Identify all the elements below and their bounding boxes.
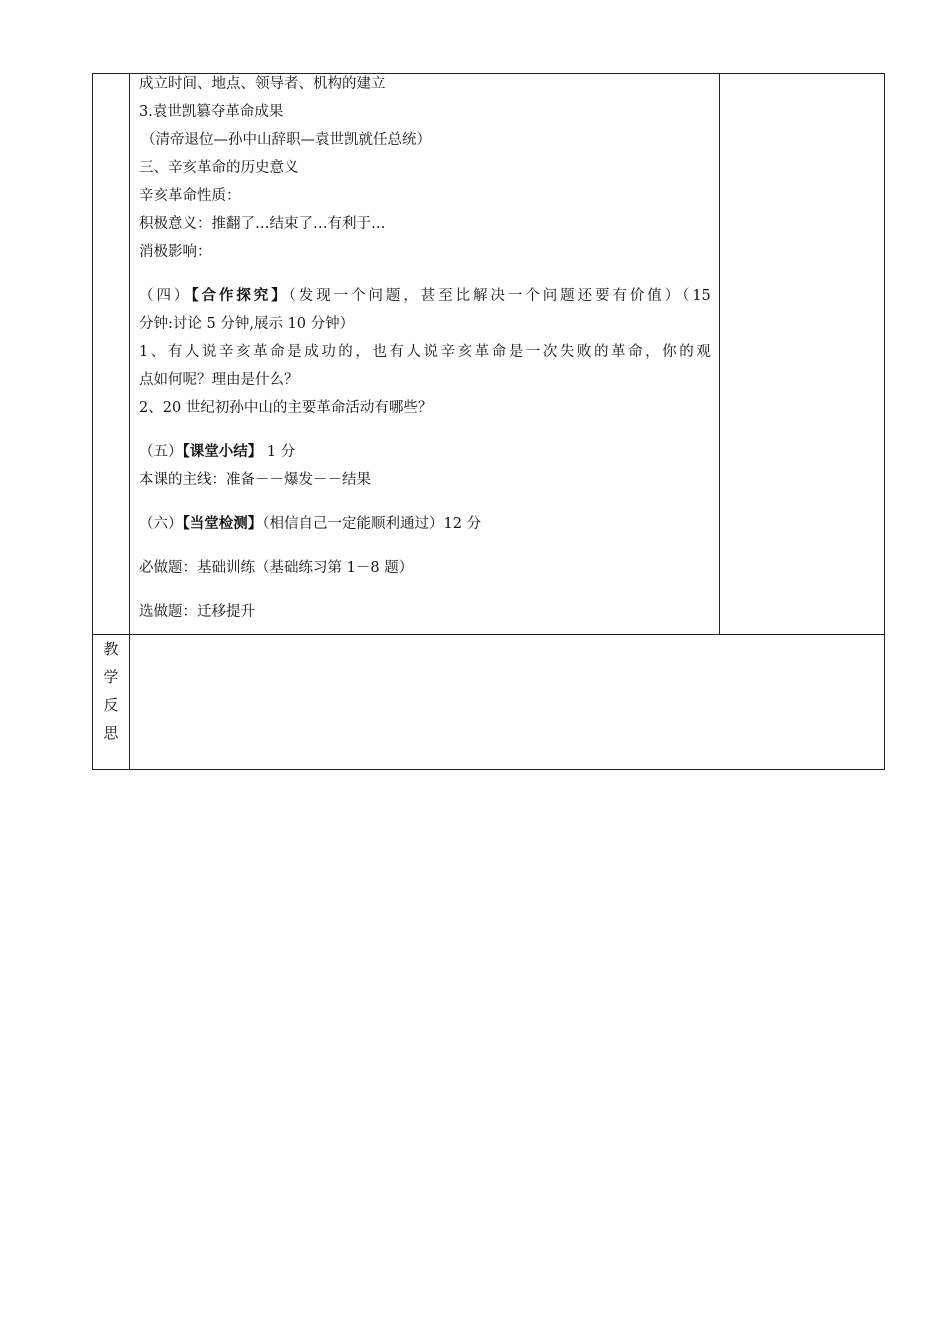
section-title: 【课堂小结】 [182,444,263,460]
section-suffix: （相信自己一定能顺利通过）12 分 [262,516,482,532]
section-6-heading [139,514,711,534]
summary-line: 本课的主线：准备－－爆发－－结果 [139,472,372,488]
required-exercises: 必做题：基础训练（基础练习第 1－8 题） [139,560,414,576]
optional-exercises: 选做题：迁移提升 [139,604,256,620]
reflection-content-cell[interactable] [130,635,885,770]
question-2: 2、20 世纪初孙中山的主要革命活动有哪些？ [139,400,433,416]
reflection-label-char: 教 [103,640,119,658]
reflection-label-char: 思 [103,724,119,742]
content-line: （清帝退位—孙中山辞职—袁世凯就任总统） [141,132,432,148]
section-title: 【合作探究】 [191,288,289,304]
reflection-label-char: 学 [103,668,119,686]
section-5-heading [139,442,711,462]
content-line: 辛亥革命性质： [139,188,241,204]
lesson-plan-table [92,73,885,770]
table-row [93,74,885,635]
section-suffix: 1 分 [262,444,296,460]
left-empty-cell [93,74,130,635]
section-4-heading [139,286,711,306]
table-row [93,635,885,770]
reflection-label-cell [93,635,130,770]
question-1: 1、有人说辛亥革命是成功的，也有人说辛亥革命是一次失败的革命，你的观 [139,344,711,360]
content-line: 3.袁世凯篡夺革命成果 [139,104,284,120]
reflection-label-char: 反 [103,696,119,714]
question-1-cont: 点如何呢？理由是什么？ [139,372,299,388]
lesson-content [130,74,719,634]
content-line: 分钟:讨论 5 分钟,展示 10 分钟） [139,316,355,332]
section-prefix: （五） [139,444,183,460]
section-title: 【当堂检测】 [182,516,263,532]
section-prefix: （四） [139,288,192,304]
section-heading: 三、辛亥革命的历史意义 [139,160,299,176]
content-line: 成立时间、地点、领导者、机构的建立 [139,76,386,92]
lesson-content-cell [130,74,720,635]
content-line: 积极意义：推翻了…结束了…有利于… [139,216,386,232]
section-prefix: （六） [139,516,183,532]
right-empty-cell [719,74,884,635]
content-line: 消极影响： [139,244,212,260]
section-suffix: （发现一个问题，甚至比解决一个问题还要有价值）（15 [288,288,711,304]
